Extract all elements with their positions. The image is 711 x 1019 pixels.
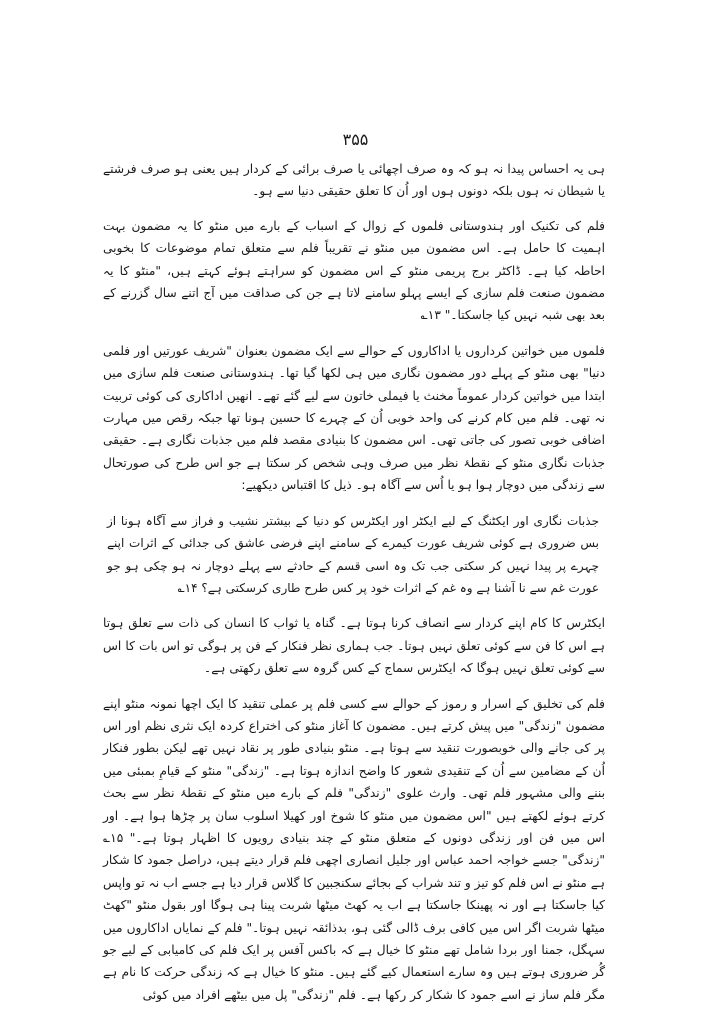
- page-body: [103, 158, 605, 1019]
- page-number: ۳۵۵: [342, 130, 369, 149]
- paragraph-film-technique: فلم کی تکنیک اور ہندوستانی فلموں کے زوال کے اسباب کے بارے میں منٹو کا یہ مضمون بہت اہمیت کا حامل ہے۔ اس مضمون میں منٹو نے تقریباً فلم سے متعلق تمام موضوعات کا بخوبی احاطہ کیا ہے۔ ڈاکٹر برج پریمی منٹو کے اس مضمون کو سراہتے ہوئے کہتے ہیں، "منٹو کا یہ مضمون صنعت فلم سازی کے ایسے پہلو سامنے لاتا ہے جن کی صداقت میں آج اتنے سال گزرنے کے بعد بھی شبہ نہیں کیا جاسکتا۔" ۱۳؎: [103, 218, 605, 323]
- paragraph-women-characters: فلموں میں خواتین کرداروں یا اداکاروں کے حوالے سے ایک مضمون بعنوان "شریف عورتیں اور فلمی دنیا" بھی منٹو کے پہلے دور مضمون نگاری میں ہی لکھا گیا تھا۔ ہندوستانی صنعت فلم سازی میں ابتدا میں خواتین کردار عموماً مخنث یا فیملی خاتون سے لیے گئے تھے۔ انھیں اداکاری کی کوئی تربیت نہ تھی۔ فلم میں کام کرنے کی واحد خوبی اُن کے چہرے کا حسین ہونا تھا جبکہ رقص میں مہارت اضافی خوبی تصور کی جاتی تھی۔ اس مضمون کا بنیادی مقصد فلم میں جذبات نگاری ہے۔ حقیقی جذبات نگاری منٹو کے نقطۂ نظر میں صرف وہی شخص کر سکتا ہے جو اس طرح کی صورتحال سے زندگی میں دوچار ہوا ہو یا اُس سے آگاہ ہو۔ ذیل کا اقتباس دیکھیے:: [103, 343, 605, 493]
- paragraph-actress: ایکٹرس کا کام اپنے کردار سے انصاف کرنا ہوتا ہے۔ گناہ یا ثواب کا انسان کی ذات سے تعلق ہوتا ہے اس کا فن سے کوئی تعلق نہیں ہوتا۔ جب ہماری نظر فنکار کے فن پر ہوگی تو اس بات کا اس سے کوئی تعلق نہیں ہوگا کہ ایکٹرس سماج کے کس گروہ سے تعلق رکھتی ہے۔: [103, 616, 605, 676]
- paragraph-zindagi: فلم کی تخلیق کے اسرار و رموز کے حوالے سے کسی فلم پر عملی تنقید کا ایک اچھا نمونہ منٹو اپنے مضمون "زندگی" میں پیش کرتے ہیں۔ مضمون کا آغاز منٹو کی اختراع کردہ ایک نثری نظم اور اس پر کی جانے والی خوبصورت تنقید سے ہوتا ہے۔ منٹو بنیادی طور پر نقاد نہیں تھے لیکن بطور فنکار اُن کے مضامین سے اُن کے تنقیدی شعور کا واضح اندازہ ہوتا ہے۔ "زندگی" منٹو کے قیامِ بمبئی میں بننے والی مشہور فلم تھی۔ وارث علوی "زندگی" فلم کے بارے میں منٹو کے نقطۂ نظر سے بحث کرتے ہوئے لکھتے ہیں "اس مضمون میں منٹو کا شوخ اور کھیلا اسلوب سان پر چڑھا ہوا ہے۔ اور اس میں فن اور زندگی دونوں کے متعلق منٹو کے چند بنیادی رویوں کا اظہار ہوتا ہے۔" ۱۵؎ "زندگی" جسے خواجہ احمد عباس اور جلیل انصاری اچھی فلم قرار دیتے ہیں، دراصل جمود کا شکار ہے منٹو نے اس فلم کو تیز و تند شراب کے بجائے سکنجبین کا گلاس قرار دیا ہے جسے اب نہ تو واپس کیا جاسکتا ہے اور نہ پھینکا جاسکتا ہے اب یہ کھٹ میٹھا شربت پینا ہی ہوگا اور بقول منٹو "کھٹ میٹھا شربت اگر اس میں کافی برف ڈالی گئی ہو، بدذائقہ نہیں ہوتا۔" فلم کے نمایاں اداکاروں میں سہگل، جمنا اور بردا شامل تھے منٹو کا خیال ہے کہ باکس آفس پر ایک فلم کی کامیابی کے لیے جو گُر ضروری ہوتے ہیں وہ سارے استعمال کیے گئے ہیں۔ منٹو کا خیال ہے کہ زندگی حرکت کا نام ہے مگر فلم ساز نے اسے جمود کا شکار کر رکھا ہے۔ فلم "زندگی" پل میں بیٹھے افراد میں کوئی: [102, 696, 605, 1002]
- paragraph-continuation: ہی یہ احساس پیدا نہ ہو کہ وہ صرف اچھائی یا صرف برائی کے کردار ہیں یعنی ہو صرف فرشتے یا شیطان نہ ہوں بلکہ دونوں ہوں اور اُن کا تعلق حقیقی دنیا سے ہو۔: [103, 162, 605, 199]
- block-quote: جذبات نگاری اور ایکٹنگ کے لیے ایکٹر اور ایکٹرس کو دنیا کے بیشتر نشیب و فراز سے آگاہ ہونا از بس ضروری ہے کوئی شریف عورت کیمرے کے سامنے اپنے فرضی عاشق کی جدائی کے اثرات اپنے چہرے پر پیدا نہیں کر سکتی جب تک وہ اسی قسم کے حادثے سے پہلے دوچار نہ ہو چکی ہو جو عورت غم سے نا آشنا ہے وہ غم کے اثرات خود پر کس طرح طاری کرسکتی ہے؟ ۱۴؎: [107, 513, 599, 595]
